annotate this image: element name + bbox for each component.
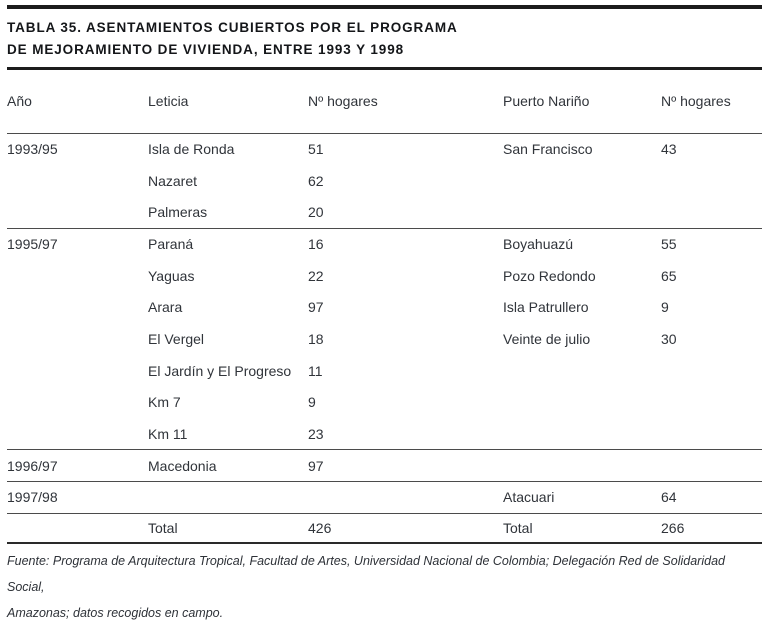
year-cell <box>7 260 148 292</box>
source-note <box>7 548 762 626</box>
table-row <box>7 196 762 228</box>
leticia-settlement-cell: Km 11 <box>148 425 188 442</box>
puerto-narino-hogares-cell: 43 <box>661 133 762 165</box>
leticia-hogares-cell: 51 <box>308 133 398 165</box>
column-header-puerto-narino: Puerto Nariño <box>503 93 590 110</box>
column-header-puerto-narino-hogares: Nº hogares <box>661 93 731 110</box>
total-leticia-hogares: 426 <box>308 513 398 543</box>
table-row <box>7 228 762 260</box>
total-puerto-narino-label: Total <box>503 513 661 543</box>
table-row <box>7 165 762 197</box>
table-title-line-1: TABLA 35. ASENTAMIENTOS CUBIERTOS POR EL PROGRAMA <box>7 20 458 35</box>
leticia-hogares-cell: 18 <box>308 330 324 347</box>
leticia-settlement-cell <box>148 482 308 514</box>
spacer-cell <box>398 196 503 228</box>
puerto-narino-hogares-cell: 65 <box>661 267 677 284</box>
leticia-settlement-cell: Arara <box>148 299 183 316</box>
leticia-settlement-cell: Yaguas <box>148 267 195 284</box>
spacer-cell <box>398 323 503 355</box>
year-cell: 1993/95 <box>7 133 148 165</box>
puerto-narino-hogares-cell <box>661 355 762 387</box>
puerto-narino-settlement-cell: Atacuari <box>503 482 661 514</box>
header-row <box>7 70 762 133</box>
year-cell <box>7 165 148 197</box>
puerto-narino-settlement-cell <box>503 450 661 482</box>
year-cell: 1995/97 <box>7 228 148 260</box>
top-rule <box>7 5 762 9</box>
puerto-narino-settlement-cell: Pozo Redondo <box>503 267 596 284</box>
leticia-settlement-cell: El Jardín y El Progreso <box>148 362 292 379</box>
spacer-cell <box>398 260 503 292</box>
table-body <box>7 133 762 513</box>
year-cell <box>7 323 148 355</box>
table-row <box>7 260 762 292</box>
puerto-narino-settlement-cell <box>503 418 661 450</box>
year-cell <box>7 355 148 387</box>
leticia-hogares-cell: 20 <box>308 203 324 220</box>
leticia-settlement-cell: Macedonia <box>148 450 308 482</box>
spacer-cell <box>398 133 503 165</box>
leticia-hogares-cell: 9 <box>308 394 316 411</box>
source-note-line-2: Amazonas; datos recogidos en campo. <box>7 606 224 621</box>
spacer-cell <box>398 355 503 387</box>
total-year-cell <box>7 513 148 543</box>
spacer-cell <box>398 482 503 514</box>
leticia-settlement-cell: El Vergel <box>148 330 205 347</box>
document-page <box>0 5 769 621</box>
table-footer <box>7 513 762 543</box>
leticia-settlement-cell: Palmeras <box>148 203 208 220</box>
puerto-narino-hogares-cell <box>661 418 762 450</box>
puerto-narino-hogares-cell <box>661 165 762 197</box>
table-title <box>7 17 762 61</box>
leticia-hogares-cell: 11 <box>308 362 323 379</box>
table-row <box>7 418 762 450</box>
spacer-cell <box>398 228 503 260</box>
total-spacer-cell <box>398 513 503 543</box>
spacer-header <box>398 70 503 133</box>
spacer-cell <box>398 165 503 197</box>
leticia-hogares-cell: 97 <box>308 450 398 482</box>
leticia-hogares-cell: 23 <box>308 425 324 442</box>
puerto-narino-settlement-cell: Isla Patrullero <box>503 299 589 316</box>
puerto-narino-hogares-cell: 30 <box>661 330 677 347</box>
spacer-cell <box>398 450 503 482</box>
table-row <box>7 387 762 419</box>
puerto-narino-hogares-cell <box>661 196 762 228</box>
total-puerto-narino-hogares: 266 <box>661 513 762 543</box>
puerto-narino-settlement-cell <box>503 196 661 228</box>
total-leticia-label: Total <box>148 513 308 543</box>
leticia-settlement-cell: Km 7 <box>148 394 181 411</box>
puerto-narino-settlement-cell: Boyahuazú <box>503 228 661 260</box>
puerto-narino-hogares-cell: 64 <box>661 482 762 514</box>
leticia-hogares-cell: 22 <box>308 267 324 284</box>
settlements-table <box>7 70 762 544</box>
spacer-cell <box>398 291 503 323</box>
year-cell: 1996/97 <box>7 450 148 482</box>
year-cell: 1997/98 <box>7 482 148 514</box>
puerto-narino-settlement-cell <box>503 387 661 419</box>
puerto-narino-hogares-cell: 55 <box>661 228 762 260</box>
table-header <box>7 70 762 133</box>
year-cell <box>7 387 148 419</box>
table-title-line-2: DE MEJORAMIENTO DE VIVIENDA, ENTRE 1993 Y 1998 <box>7 42 405 57</box>
table-row <box>7 355 762 387</box>
year-cell <box>7 418 148 450</box>
puerto-narino-settlement-cell: San Francisco <box>503 133 661 165</box>
table-row <box>7 482 762 514</box>
leticia-hogares-cell <box>308 482 398 514</box>
column-header-year: Año <box>7 93 32 110</box>
year-cell <box>7 291 148 323</box>
spacer-cell <box>398 387 503 419</box>
column-header-leticia-hogares: Nº hogares <box>308 93 378 110</box>
leticia-settlement-cell: Isla de Ronda <box>148 133 308 165</box>
table-row <box>7 133 762 165</box>
leticia-hogares-cell: 16 <box>308 228 398 260</box>
table-row <box>7 450 762 482</box>
total-row <box>7 513 762 543</box>
puerto-narino-hogares-cell <box>661 387 762 419</box>
puerto-narino-hogares-cell <box>661 450 762 482</box>
source-note-line-1: Fuente: Programa de Arquitectura Tropical, Facultad de Artes, Universidad Nacional de Colombia; Delegación Red de Solidaridad Social, <box>7 554 725 595</box>
puerto-narino-settlement-cell <box>503 165 661 197</box>
leticia-settlement-cell: Paraná <box>148 228 308 260</box>
leticia-settlement-cell: Nazaret <box>148 172 198 189</box>
puerto-narino-hogares-cell: 9 <box>661 299 669 316</box>
leticia-hogares-cell: 62 <box>308 172 324 189</box>
table-row <box>7 323 762 355</box>
puerto-narino-settlement-cell <box>503 355 661 387</box>
table-row <box>7 291 762 323</box>
spacer-cell <box>398 418 503 450</box>
puerto-narino-settlement-cell: Veinte de julio <box>503 330 591 347</box>
year-cell <box>7 196 148 228</box>
leticia-hogares-cell: 97 <box>308 299 324 316</box>
column-header-leticia: Leticia <box>148 93 189 110</box>
